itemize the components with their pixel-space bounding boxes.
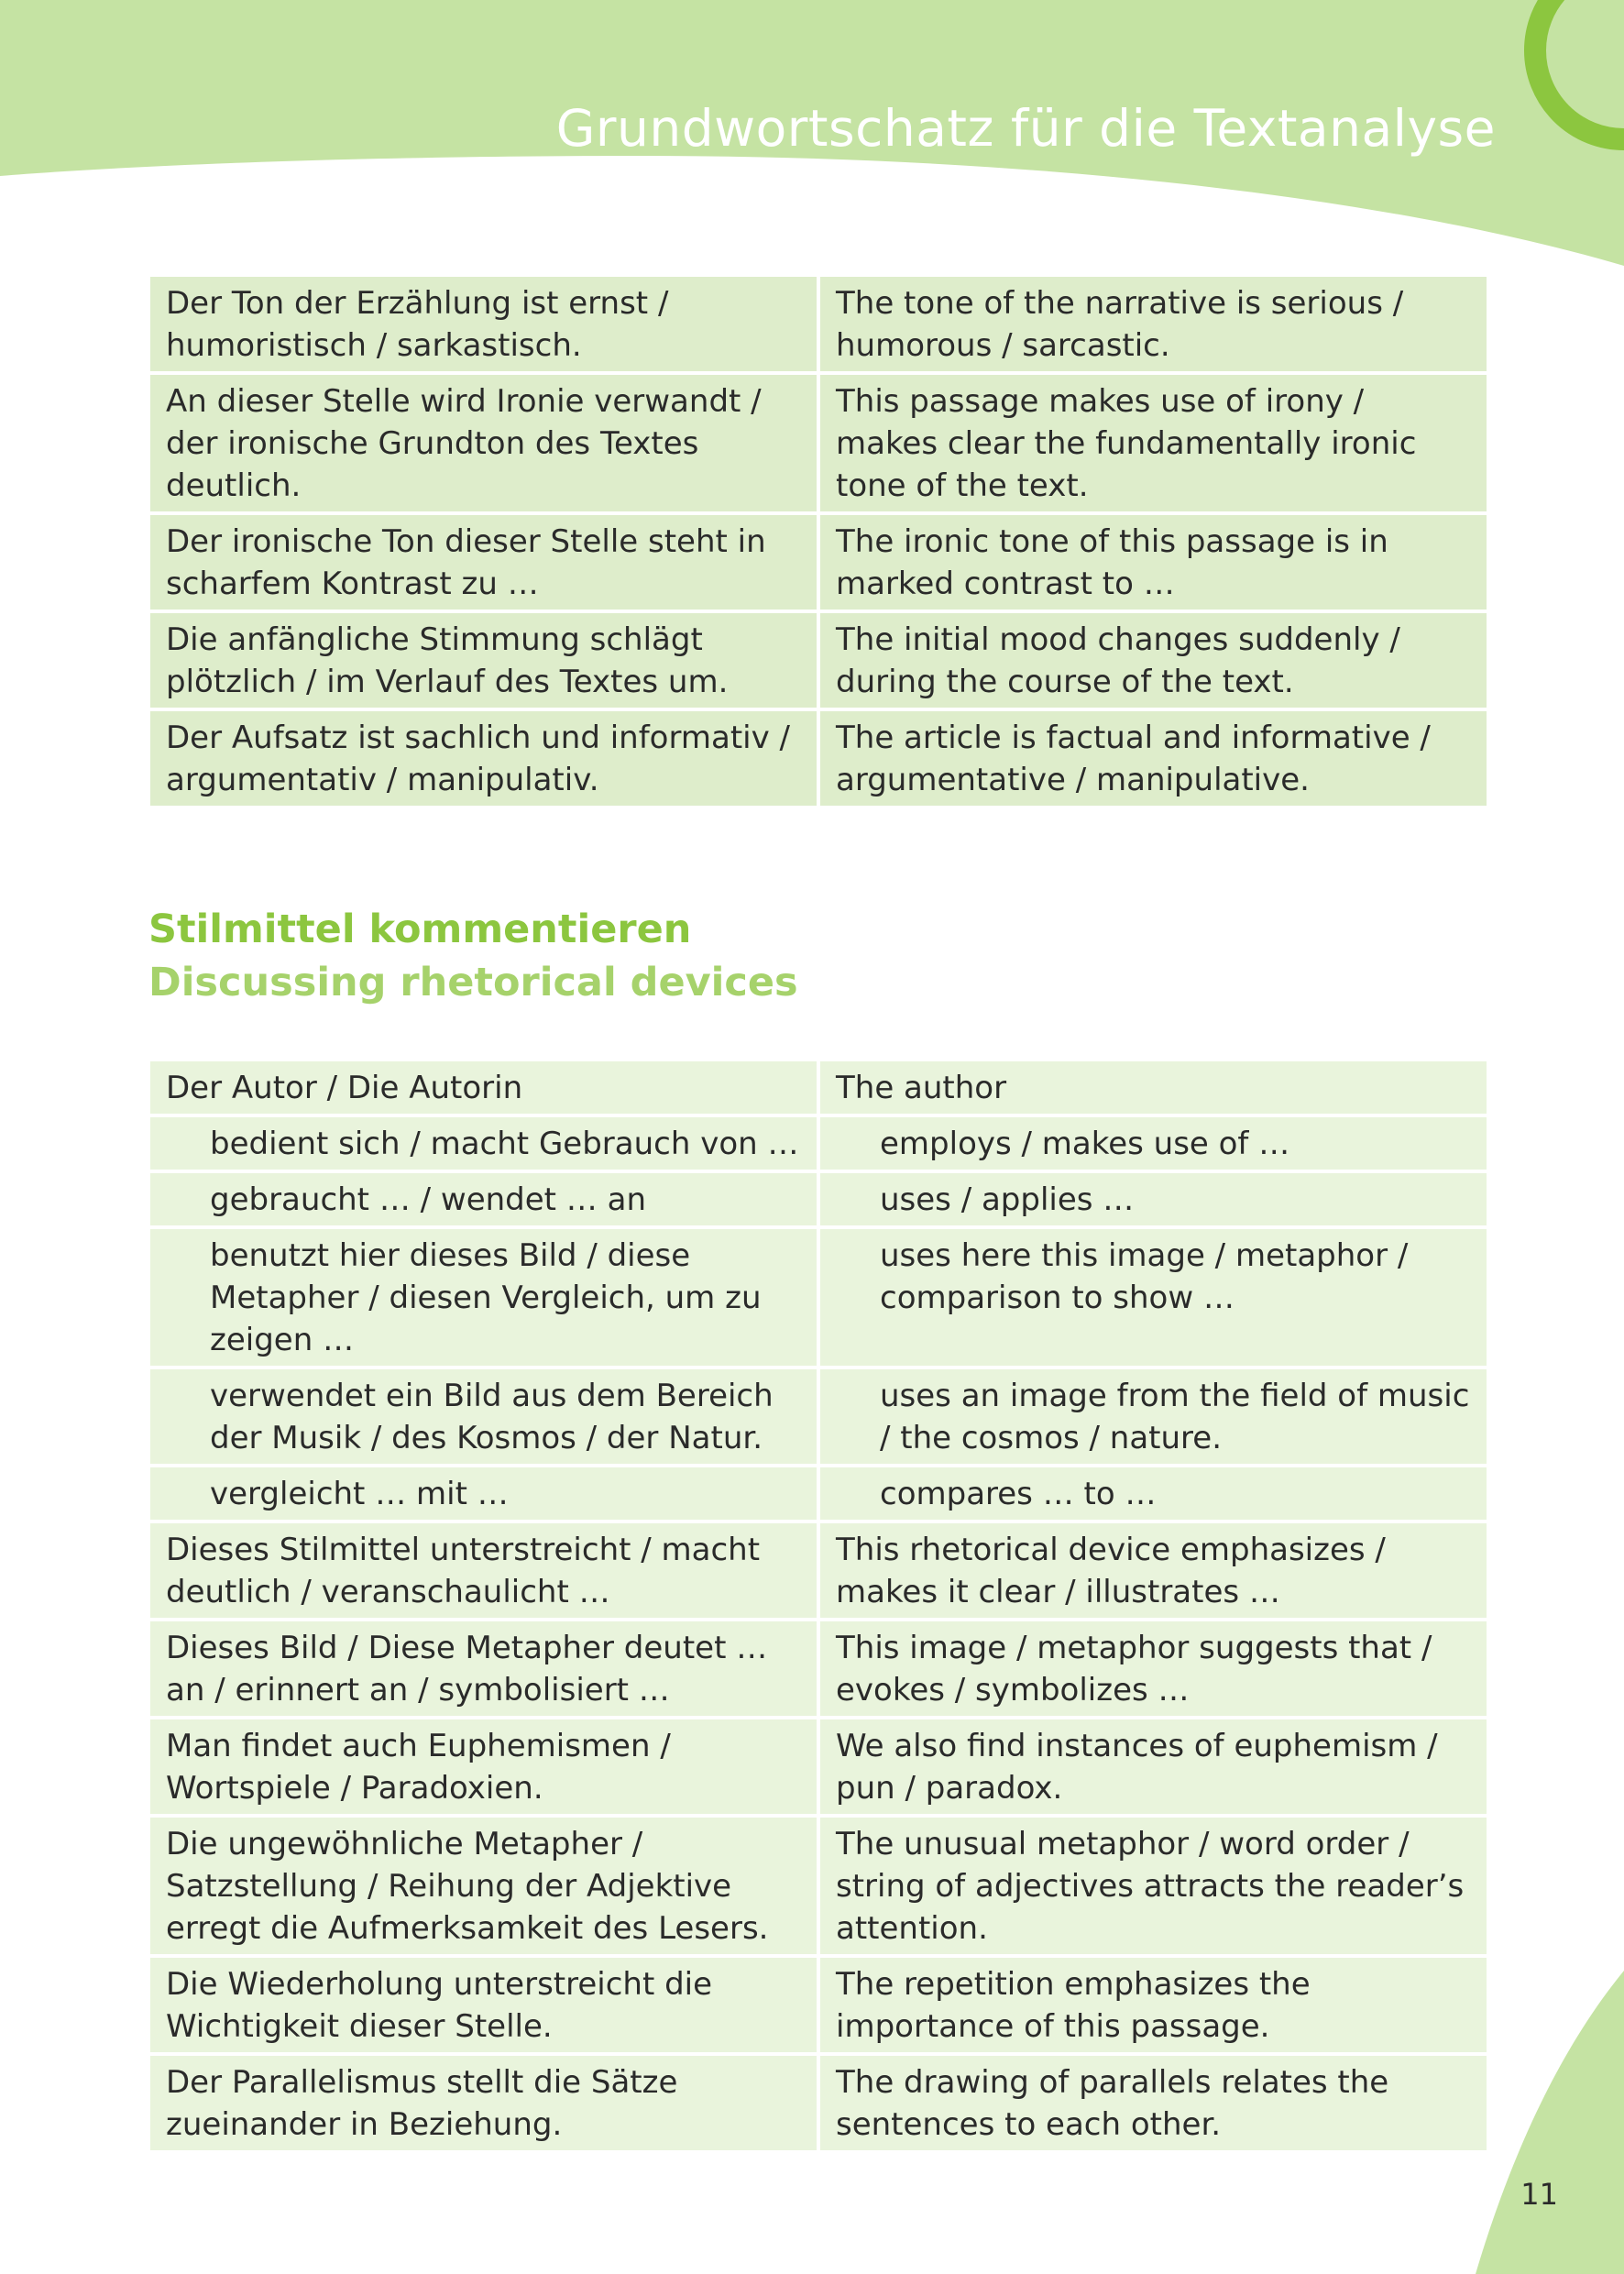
german-cell: Dieses Bild / Diese Metapher deutet … an / erinnert an / symbolisiert … <box>150 1621 817 1716</box>
english-cell: This passage makes use of irony / makes clear the fundamentally ironic tone of the text. <box>820 375 1487 511</box>
german-cell: Die anfängliche Stimmung schlägt plötzlich / im Verlauf des Textes um. <box>150 613 817 708</box>
german-cell: Dieses Stilmittel unterstreicht / macht deutlich / veranschaulicht … <box>150 1523 817 1618</box>
english-cell: The unusual metaphor / word order / string of adjectives attracts the reader’s attention. <box>820 1818 1487 1954</box>
english-cell: The repetition emphasizes the importance of this passage. <box>820 1958 1487 2052</box>
german-cell: An dieser Stelle wird Ironie verwandt / der ironische Grundton des Textes deutlich. <box>150 375 817 511</box>
english-cell: uses / applies … <box>820 1173 1487 1225</box>
german-cell: bedient sich / macht Gebrauch von … <box>150 1117 817 1170</box>
section-title-english: Discussing rhetorical devices <box>148 960 798 1005</box>
table-row <box>150 1719 1487 1814</box>
german-cell: Der ironische Ton dieser Stelle steht in scharfem Kontrast zu … <box>150 515 817 610</box>
german-cell: Die ungewöhnliche Metapher / Satzstellung / Reihung der Adjektive erregt die Aufmerksamkeit des Lesers. <box>150 1818 817 1954</box>
vocab-table-rhetorical-devices <box>147 1058 1490 2154</box>
german-cell: Der Aufsatz ist sachlich und informativ / argumentativ / manipulativ. <box>150 711 817 806</box>
english-cell: compares … to … <box>820 1467 1487 1520</box>
english-cell: We also find instances of euphemism / pun / paradox. <box>820 1719 1487 1814</box>
page-number: 11 <box>1520 2177 1558 2212</box>
table-row <box>150 1369 1487 1464</box>
german-cell: verwendet ein Bild aus dem Bereich der Musik / des Kosmos / der Natur. <box>150 1369 817 1464</box>
german-cell: Die Wiederholung unterstreicht die Wichtigkeit dieser Stelle. <box>150 1958 817 2052</box>
german-cell: benutzt hier dieses Bild / diese Metapher / diesen Vergleich, um zu zeigen … <box>150 1229 817 1366</box>
table-row <box>150 1117 1487 1170</box>
german-cell: Der Parallelismus stellt die Sätze zueinander in Beziehung. <box>150 2056 817 2150</box>
english-cell: The drawing of parallels relates the sentences to each other. <box>820 2056 1487 2150</box>
english-cell: employs / makes use of … <box>820 1117 1487 1170</box>
table-row <box>150 277 1487 371</box>
table-row <box>150 711 1487 806</box>
table-row <box>150 1818 1487 1954</box>
english-cell: The ironic tone of this passage is in marked contrast to … <box>820 515 1487 610</box>
footer-corner-swoosh <box>1476 1971 1624 2274</box>
table-row <box>150 2056 1487 2150</box>
table-row <box>150 1229 1487 1366</box>
table-row <box>150 1467 1487 1520</box>
section-title-german: Stilmittel kommentieren <box>148 906 692 952</box>
english-cell: uses an image from the field of music / the cosmos / nature. <box>820 1369 1487 1464</box>
table-row <box>150 1958 1487 2052</box>
english-cell: The article is factual and informative / argumentative / manipulative. <box>820 711 1487 806</box>
table-row <box>150 515 1487 610</box>
section-heading <box>148 903 798 1009</box>
vocab-table-tone <box>147 273 1490 809</box>
english-cell: The tone of the narrative is serious / humorous / sarcastic. <box>820 277 1487 371</box>
german-cell: Man findet auch Euphemismen / Wortspiele / Paradoxien. <box>150 1719 817 1814</box>
table-row <box>150 613 1487 708</box>
table-row <box>150 1621 1487 1716</box>
german-cell: Der Autor / Die Autorin <box>150 1061 817 1114</box>
german-cell: gebraucht … / wendet … an <box>150 1173 817 1225</box>
table-row <box>150 1173 1487 1225</box>
page-title: Grundwortschatz für die Textanalyse <box>555 99 1496 158</box>
table-row <box>150 375 1487 511</box>
english-cell: This rhetorical device emphasizes / makes it clear / illustrates … <box>820 1523 1487 1618</box>
table-row <box>150 1061 1487 1114</box>
english-cell: The author <box>820 1061 1487 1114</box>
english-cell: The initial mood changes suddenly / during the course of the text. <box>820 613 1487 708</box>
table-row <box>150 1523 1487 1618</box>
english-cell: This image / metaphor suggests that / evokes / symbolizes … <box>820 1621 1487 1716</box>
german-cell: Der Ton der Erzählung ist ernst / humoristisch / sarkastisch. <box>150 277 817 371</box>
english-cell: uses here this image / metaphor / comparison to show … <box>820 1229 1487 1366</box>
german-cell: vergleicht … mit … <box>150 1467 817 1520</box>
